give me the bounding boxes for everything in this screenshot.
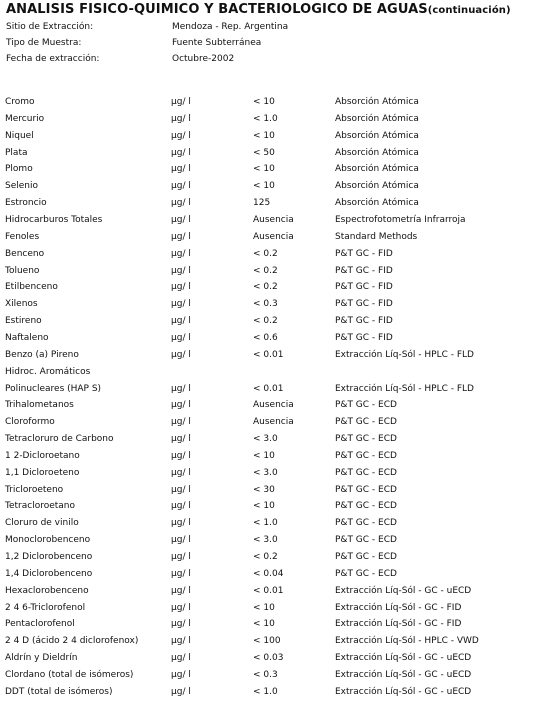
result-value: < 0.04 [253,568,284,579]
metadata-value: Octubre-2002 [172,54,235,64]
unit: μg/ l [171,686,191,697]
table-row [0,518,560,535]
result-value: < 0.3 [253,299,278,310]
analysis-method: Extracción Líq-Sól - GC - uECD [335,653,472,664]
parameter-name: 2 4 6-Triclorofenol [5,602,86,613]
analysis-method: P&T GC - ECD [335,568,397,579]
unit: μg/ l [171,450,191,461]
table-row [0,619,560,636]
unit: μg/ l [171,130,191,141]
parameter-name: Monoclorobenceno [5,535,91,546]
analysis-method: P&T GC - ECD [335,535,397,546]
table-row [0,687,560,704]
analysis-method: P&T GC - ECD [335,484,397,495]
table-row [0,603,560,620]
unit: μg/ l [171,164,191,175]
analysis-method: P&T GC - FID [335,299,393,310]
parameter-name: Estroncio [5,198,47,209]
result-value: < 0.01 [253,585,284,596]
parameter-name: Cloruro de vinilo [5,518,79,529]
table-row [0,367,560,384]
parameter-name: Tolueno [5,265,40,276]
analysis-method: Absorción Atómica [335,97,419,107]
table-row [0,164,560,181]
metadata-label: Sitio de Extracción: [6,22,94,32]
unit: μg/ l [171,198,191,209]
unit: μg/ l [171,332,191,343]
result-value: < 0.2 [253,282,278,293]
unit: μg/ l [171,653,191,664]
table-row [0,316,560,333]
unit: μg/ l [171,585,191,596]
result-value: < 0.2 [253,248,278,259]
unit: μg/ l [171,400,191,411]
parameter-name: Niquel [5,130,34,141]
analysis-method: P&T GC - FID [335,282,393,293]
parameter-name: Estireno [5,316,42,327]
table-row [0,400,560,417]
table-row [0,434,560,451]
analysis-method: P&T GC - FID [335,332,393,343]
parameter-name: Xilenos [5,299,38,310]
table-row [0,114,560,131]
table-row [0,535,560,552]
parameter-name: Hidrocarburos Totales [5,215,103,225]
parameter-name: 2 4 D (ácido 2 4 diclorofenox) [5,636,139,647]
metadata-label: Fecha de extracción: [6,54,100,64]
unit: μg/ l [171,619,191,630]
table-row [0,670,560,687]
unit: μg/ l [171,181,191,192]
result-value: < 1.0 [253,518,278,529]
table-row [0,198,560,215]
analysis-method: P&T GC - ECD [335,518,397,529]
table-row [0,417,560,434]
parameter-name: Trihalometanos [5,400,74,411]
metadata-value: Fuente Subterránea [172,38,262,48]
parameter-name: DDT (total de isómeros) [5,686,113,697]
table-row [0,266,560,283]
analysis-method: P&T GC - FID [335,248,393,259]
result-value: < 0.3 [253,669,278,680]
analysis-method: P&T GC - ECD [335,417,397,428]
analysis-method: Absorción Atómica [335,113,419,124]
parameter-name: Hidroc. Aromáticos [5,366,91,377]
document-title [6,2,511,17]
parameter-name: Naftaleno [5,332,49,343]
table-row [0,282,560,299]
analysis-method: Absorción Atómica [335,164,419,175]
table-row [0,451,560,468]
parameter-name: 1 2-Dicloroetano [5,450,80,461]
table-row [0,131,560,148]
result-value: < 50 [253,147,275,158]
result-value: Ausencia [253,417,294,428]
unit: μg/ l [171,282,191,293]
table-row [0,97,560,114]
unit: μg/ l [171,602,191,613]
result-value: 125 [253,198,271,209]
analysis-method: Absorción Atómica [335,198,419,209]
result-value: < 3.0 [253,535,278,546]
result-value: Ausencia [253,231,294,242]
parameter-name: Pentaclorofenol [5,619,75,630]
analysis-method: Extracción Líq-Sól - GC - FID [335,619,462,630]
table-row [0,215,560,232]
parameter-name: 1,2 Diclorobenceno [5,552,93,562]
table-row [0,232,560,249]
result-value: < 0.03 [253,653,284,664]
result-value: < 10 [253,501,275,512]
parameter-name: Mercurio [5,113,45,124]
table-row [0,485,560,502]
result-value: < 1.0 [253,113,278,124]
unit: μg/ l [171,147,191,158]
parameter-name: Cloroformo [5,417,55,428]
result-value: < 0.6 [253,332,278,343]
result-value: < 1.0 [253,686,278,697]
result-value: < 30 [253,484,275,495]
unit: μg/ l [171,467,191,478]
result-value: < 10 [253,602,275,613]
result-value: < 0.2 [253,316,278,327]
result-value: < 10 [253,181,275,192]
parameter-name: Plata [5,147,28,158]
table-row [0,181,560,198]
analysis-method: P&T GC - ECD [335,467,397,478]
unit: μg/ l [171,248,191,259]
table-row [0,552,560,569]
unit: μg/ l [171,316,191,327]
unit: μg/ l [171,636,191,647]
parameter-name: Benzo (a) Pireno [5,349,79,360]
unit: μg/ l [171,484,191,495]
table-row [0,653,560,670]
result-value: < 10 [253,450,275,461]
result-value: Ausencia [253,215,294,225]
result-value: < 10 [253,130,275,141]
result-value: < 3.0 [253,434,278,444]
metadata-label: Tipo de Muestra: [6,38,82,48]
analysis-method: P&T GC - FID [335,265,393,276]
analysis-method: P&T GC - ECD [335,552,397,562]
result-value: < 0.01 [253,383,284,394]
parameter-name: Cromo [5,97,35,107]
analysis-method: Extracción Líq-Sól - GC - FID [335,602,462,613]
unit: μg/ l [171,501,191,512]
analysis-method: Absorción Atómica [335,181,419,192]
result-value: < 0.2 [253,265,278,276]
result-value: < 100 [253,636,281,647]
parameter-name: Benceno [5,248,45,259]
analysis-method: P&T GC - FID [335,316,393,327]
table-row [0,468,560,485]
title-suffix: (continuación) [427,5,511,16]
table-row [0,384,560,401]
result-value: < 0.2 [253,552,278,562]
parameter-name: Fenoles [5,231,40,242]
analysis-method: Extracción Líq-Sól - HPLC - FLD [335,349,474,360]
unit: μg/ l [171,349,191,360]
parameter-name: Clordano (total de isómeros) [5,669,134,680]
result-value: < 10 [253,97,275,107]
parameter-name: Tetracloruro de Carbono [5,434,114,444]
parameter-name: Tetracloroetano [5,501,76,512]
table-row [0,148,560,165]
parameter-name: Hexaclorobenceno [5,585,89,596]
unit: μg/ l [171,669,191,680]
parameter-name: Tricloroeteno [5,484,64,495]
unit: μg/ l [171,97,191,107]
unit: μg/ l [171,113,191,124]
parameter-name: Polinucleares (HAP S) [5,383,102,394]
unit: μg/ l [171,215,191,225]
unit: μg/ l [171,434,191,444]
unit: μg/ l [171,299,191,310]
parameter-name: Aldrín y Dieldrín [5,653,78,664]
analysis-method: Standard Methods [335,231,418,242]
title-text: ANALISIS FISICO-QUIMICO Y BACTERIOLOGICO DE AGUAS [6,2,428,17]
analysis-method: Extracción Líq-Sól - GC - uECD [335,585,472,596]
unit: μg/ l [171,518,191,529]
parameter-name: Plomo [5,164,33,175]
unit: μg/ l [171,552,191,562]
analysis-method: P&T GC - ECD [335,450,397,461]
table-row [0,636,560,653]
result-value: < 3.0 [253,467,278,478]
unit: μg/ l [171,417,191,428]
table-row [0,333,560,350]
table-row [0,569,560,586]
unit: μg/ l [171,231,191,242]
analysis-method: Extracción Líq-Sól - HPLC - FLD [335,383,474,394]
analysis-method: Extracción Líq-Sól - GC - uECD [335,669,472,680]
result-value: < 10 [253,164,275,175]
table-row [0,249,560,266]
unit: μg/ l [171,568,191,579]
unit: μg/ l [171,265,191,276]
result-value: < 0.01 [253,349,284,360]
result-value: < 10 [253,619,275,630]
table-row [0,586,560,603]
analysis-method: Absorción Atómica [335,130,419,141]
analysis-method: P&T GC - ECD [335,434,397,444]
table-row [0,299,560,316]
analysis-method: Extracción Líq-Sól - HPLC - VWD [335,636,479,647]
parameter-name: 1,4 Diclorobenceno [5,568,93,579]
unit: μg/ l [171,383,191,394]
unit: μg/ l [171,535,191,546]
parameter-name: Selenio [5,181,38,192]
analysis-method: Espectrofotometría Infrarroja [335,215,466,225]
parameter-name: 1,1 Dicloroeteno [5,467,80,478]
metadata-value: Mendoza - Rep. Argentina [172,22,289,32]
parameter-name: Etilbenceno [5,282,58,293]
analysis-method: P&T GC - ECD [335,400,397,411]
analysis-method: Extracción Líq-Sól - GC - uECD [335,686,472,697]
table-row [0,501,560,518]
analysis-method: Absorción Atómica [335,147,419,158]
table-row [0,350,560,367]
analysis-method: P&T GC - ECD [335,501,397,512]
result-value: Ausencia [253,400,294,411]
